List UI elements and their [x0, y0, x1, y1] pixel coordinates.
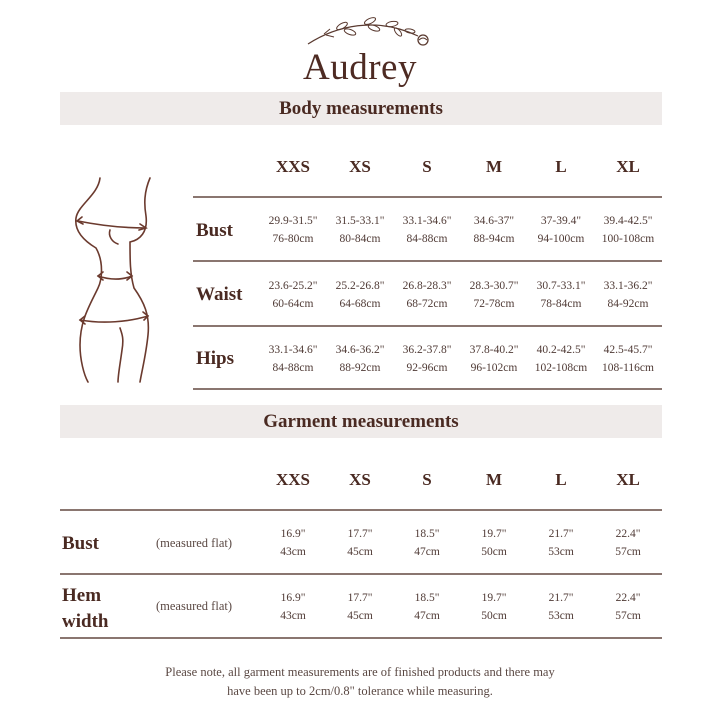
size-header-l: L	[555, 470, 567, 489]
tolerance-note: Please note, all garment measurements are of finished products and there may have been up to 2cm/0.8" tolerance while measuring.	[165, 665, 555, 698]
row-label: Bust	[196, 220, 233, 241]
body-measurements-heading: Body measurements	[60, 92, 662, 125]
measured-flat-note: (measured flat)	[156, 599, 233, 613]
size-header-xs: XS	[349, 470, 371, 489]
table-cell: 26.8-28.3" 68-72cm	[402, 280, 452, 310]
brand-name: Audrey	[303, 47, 417, 88]
size-header-xxs: XXS	[275, 157, 310, 176]
table-cell: 40.2-42.5" 102-108cm	[534, 344, 588, 374]
table-cell: 33.1-36.2" 84-92cm	[603, 280, 653, 310]
table-cell: 23.6-25.2" 60-64cm	[268, 280, 318, 310]
table-cell: 28.3-30.7" 72-78cm	[469, 280, 519, 310]
table-cell: 29.9-31.5" 76-80cm	[268, 215, 318, 245]
table-cell: 34.6-37" 88-94cm	[473, 215, 515, 245]
divider	[193, 260, 662, 262]
table-cell: 22.4" 57cm	[615, 528, 641, 558]
divider	[60, 509, 662, 511]
table-cell: 42.5-45.7" 108-116cm	[602, 344, 654, 374]
table-cell: 21.7" 53cm	[548, 592, 574, 622]
table-cell: 33.1-34.6" 84-88cm	[268, 344, 318, 374]
size-header-s: S	[422, 157, 432, 176]
size-header-xl: XL	[616, 470, 640, 489]
table-cell: 16.9" 43cm	[280, 592, 306, 622]
divider	[193, 325, 662, 327]
table-cell: 18.5" 47cm	[414, 592, 440, 622]
measured-flat-note: (measured flat)	[156, 536, 233, 550]
size-header-xxs: XXS	[275, 470, 310, 489]
table-cell: 37-39.4" 94-100cm	[537, 215, 585, 245]
size-header-xs: XS	[349, 157, 371, 176]
row-label: Hem width	[62, 585, 109, 632]
divider	[193, 388, 662, 390]
table-cell: 21.7" 53cm	[548, 528, 574, 558]
garment-measurements-heading: Garment measurements	[60, 405, 662, 438]
size-header-l: L	[555, 157, 567, 176]
table-cell: 31.5-33.1" 80-84cm	[335, 215, 385, 245]
table-cell: 17.7" 45cm	[347, 592, 373, 622]
row-label: Waist	[196, 284, 243, 305]
table-cell: 22.4" 57cm	[615, 592, 641, 622]
table-cell: 39.4-42.5" 100-108cm	[601, 215, 655, 245]
size-header-m: M	[485, 157, 503, 176]
table-cell: 34.6-36.2" 88-92cm	[335, 344, 385, 374]
size-header-m: M	[485, 470, 503, 489]
divider	[193, 196, 662, 198]
table-cell: 19.7" 50cm	[481, 528, 507, 558]
table-cell: 16.9" 43cm	[280, 528, 306, 558]
table-cell: 30.7-33.1" 78-84cm	[536, 280, 586, 310]
table-cell: 36.2-37.8" 92-96cm	[402, 344, 452, 374]
brand-header	[0, 0, 720, 90]
body-silhouette-icon	[68, 170, 176, 385]
table-cell: 37.8-40.2" 96-102cm	[469, 344, 519, 374]
row-label: Hips	[196, 348, 235, 369]
row-label: Bust	[62, 533, 99, 554]
table-cell: 19.7" 50cm	[481, 592, 507, 622]
divider	[60, 637, 662, 639]
table-cell: 33.1-34.6" 84-88cm	[402, 215, 452, 245]
table-cell: 25.2-26.8" 64-68cm	[335, 280, 385, 310]
size-header-s: S	[422, 470, 432, 489]
table-cell: 17.7" 45cm	[347, 528, 373, 558]
table-cell: 18.5" 47cm	[414, 528, 440, 558]
size-header-xl: XL	[616, 157, 640, 176]
divider	[60, 573, 662, 575]
